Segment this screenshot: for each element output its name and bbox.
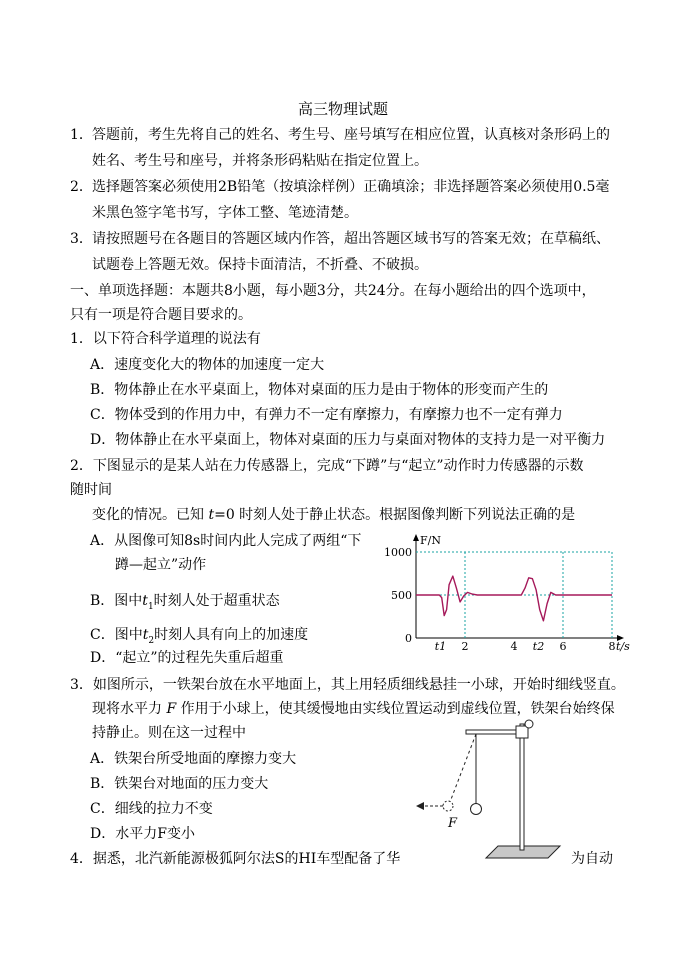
q1-option-d: D．物体静止在水平桌面上，物体对桌面的压力与桌面对物体的支持力是一对平衡力 <box>90 432 606 448</box>
force-arrow-head <box>416 802 424 810</box>
q2-stem-line-2: 随时间 <box>70 482 112 498</box>
q2-option-c-var: t <box>142 627 149 643</box>
q3-iron-stand-figure <box>410 712 580 862</box>
x-axis-label: t/s <box>616 640 630 653</box>
stand-clamp-screw <box>525 720 533 728</box>
q2-option-a-line-2: 蹲—起立”动作 <box>115 557 207 573</box>
q2-option-b-pre: B．图中 <box>90 593 143 609</box>
q2-force-chart <box>380 530 630 653</box>
q1-option-c: C．物体受到的作用力中，有弹力不一定有摩擦力，有摩擦力也不一定有弹力 <box>90 407 563 423</box>
q2-option-d: D．“起立”的过程先失重后超重 <box>90 650 284 666</box>
q3-option-b: B．铁架台对地面的压力变大 <box>90 776 269 792</box>
q2-stem-line-3 <box>92 506 575 524</box>
y-axis-label: F/N <box>420 534 441 547</box>
q3-option-a: A．铁架台所受地面的摩擦力变大 <box>90 751 297 767</box>
q2-option-b <box>90 592 280 616</box>
force-label: F <box>448 816 458 831</box>
q2-stem-line-3-pre: 变化的情况。已知 <box>92 507 209 523</box>
page-title: 高三物理试题 <box>298 100 389 118</box>
q2-option-c-post: 时刻人具有向上的加速度 <box>154 627 309 643</box>
x-tick-label: 8 <box>608 640 616 653</box>
x-tick-label: t2 <box>532 640 545 653</box>
instruction-1-line-2: 姓名、考生号和座号，并将条形码粘贴在指定位置上。 <box>92 153 428 169</box>
q3-stem-line-3: 持静止。则在这一过程中 <box>92 725 246 741</box>
instruction-2-line-1: 选择题答案必须使用2B铅笔（按填涂样例）正确填涂；非选择题答案必须使用0.5毫 <box>92 179 610 195</box>
q3-stem-line-1: 3．如图所示，一铁架台放在水平地面上，其上用轻质细线悬挂一小球，开始时细线竖直。 <box>70 677 625 693</box>
q1-stem: 1．以下符合科学道理的说法有 <box>70 331 261 347</box>
q2-option-c <box>90 626 308 650</box>
x-tick-label: 4 <box>510 640 518 653</box>
section-heading-line-2: 只有一项是符合题目要求的。 <box>70 307 252 323</box>
x-tick-label: 6 <box>559 640 567 653</box>
x-tick-label: 2 <box>461 640 469 653</box>
q1-option-a: A．速度变化大的物体的加速度一定大 <box>90 357 325 373</box>
dashed-string <box>450 734 476 802</box>
q2-stem-line-3-post: =0 时刻人处于静止状态。根据图像判断下列说法正确的是 <box>214 507 576 523</box>
stand-rod <box>520 724 524 850</box>
instruction-3-number: 3． <box>70 231 93 247</box>
q3-option-c: C．细线的拉力不变 <box>90 801 213 817</box>
instruction-1-line-1: 答题前，考生先将自己的姓名、考生号、座号填写在相应位置，认真核对条形码上的 <box>92 127 610 143</box>
q3-stem-line-2-pre: 现将水平力 <box>92 701 167 717</box>
q2-option-b-post: 时刻人处于超重状态 <box>153 593 280 609</box>
instruction-2-number: 2． <box>70 179 93 195</box>
y-tick-label: 1000 <box>384 546 412 559</box>
q2-stem-line-1: 2．下图显示的是某人站在力传感器上，完成“下蹲”与“起立”动作时力传感器的示数 <box>70 458 584 474</box>
x-tick-label: t1 <box>434 640 447 653</box>
q3-stem-var-f: F <box>166 701 177 717</box>
instruction-3-line-2: 试题卷上答题无效。保持卡面清洁，不折叠、不破损。 <box>92 257 428 273</box>
series-line <box>416 576 612 621</box>
y-tick-label: 0 <box>405 632 412 645</box>
q3-option-d: D．水平力F变小 <box>90 826 195 842</box>
stand-clamp <box>516 726 528 738</box>
y-axis-arrow <box>413 534 419 541</box>
q2-option-b-var: t <box>142 593 148 609</box>
q2-option-b-sub: 1 <box>147 601 154 612</box>
instruction-2-line-2: 米黑色签字笔书写，字体工整、笔迹清楚。 <box>92 205 358 221</box>
q2-stem-var-t: t <box>208 507 215 523</box>
q2-option-c-sub: 2 <box>148 635 155 646</box>
ball-solid <box>471 804 482 815</box>
instruction-3-line-1: 请按照题号在各题目的答题区域内作答，超出答题区域书写的答案无效；在草稿纸、 <box>92 231 610 247</box>
instruction-1-number: 1． <box>70 127 93 143</box>
q2-option-a-line-1: A．从图像可知8s时间内此人完成了两组“下 <box>90 533 362 549</box>
q3-stem-line-2-post: 作用于小球上，使其缓慢地由实线位置运动到虚线位置，铁架台始终保 <box>176 701 615 717</box>
section-heading-line-1: 一、单项选择题：本题共8小题，每小题3分，共24分。在每小题给出的四个选项中， <box>70 283 596 299</box>
q1-option-b: B．物体静止在水平桌面上，物体对桌面的压力是由于物体的形变而产生的 <box>90 382 549 398</box>
q2-option-c-pre: C．图中 <box>90 627 143 643</box>
q4-stem-left: 4．据悉，北汽新能源极狐阿尔法S的HI车型配备了华 <box>70 851 401 867</box>
ball-dashed <box>443 801 453 811</box>
y-tick-label: 500 <box>391 589 412 602</box>
q4-stem-right: 为自动 <box>571 851 613 867</box>
